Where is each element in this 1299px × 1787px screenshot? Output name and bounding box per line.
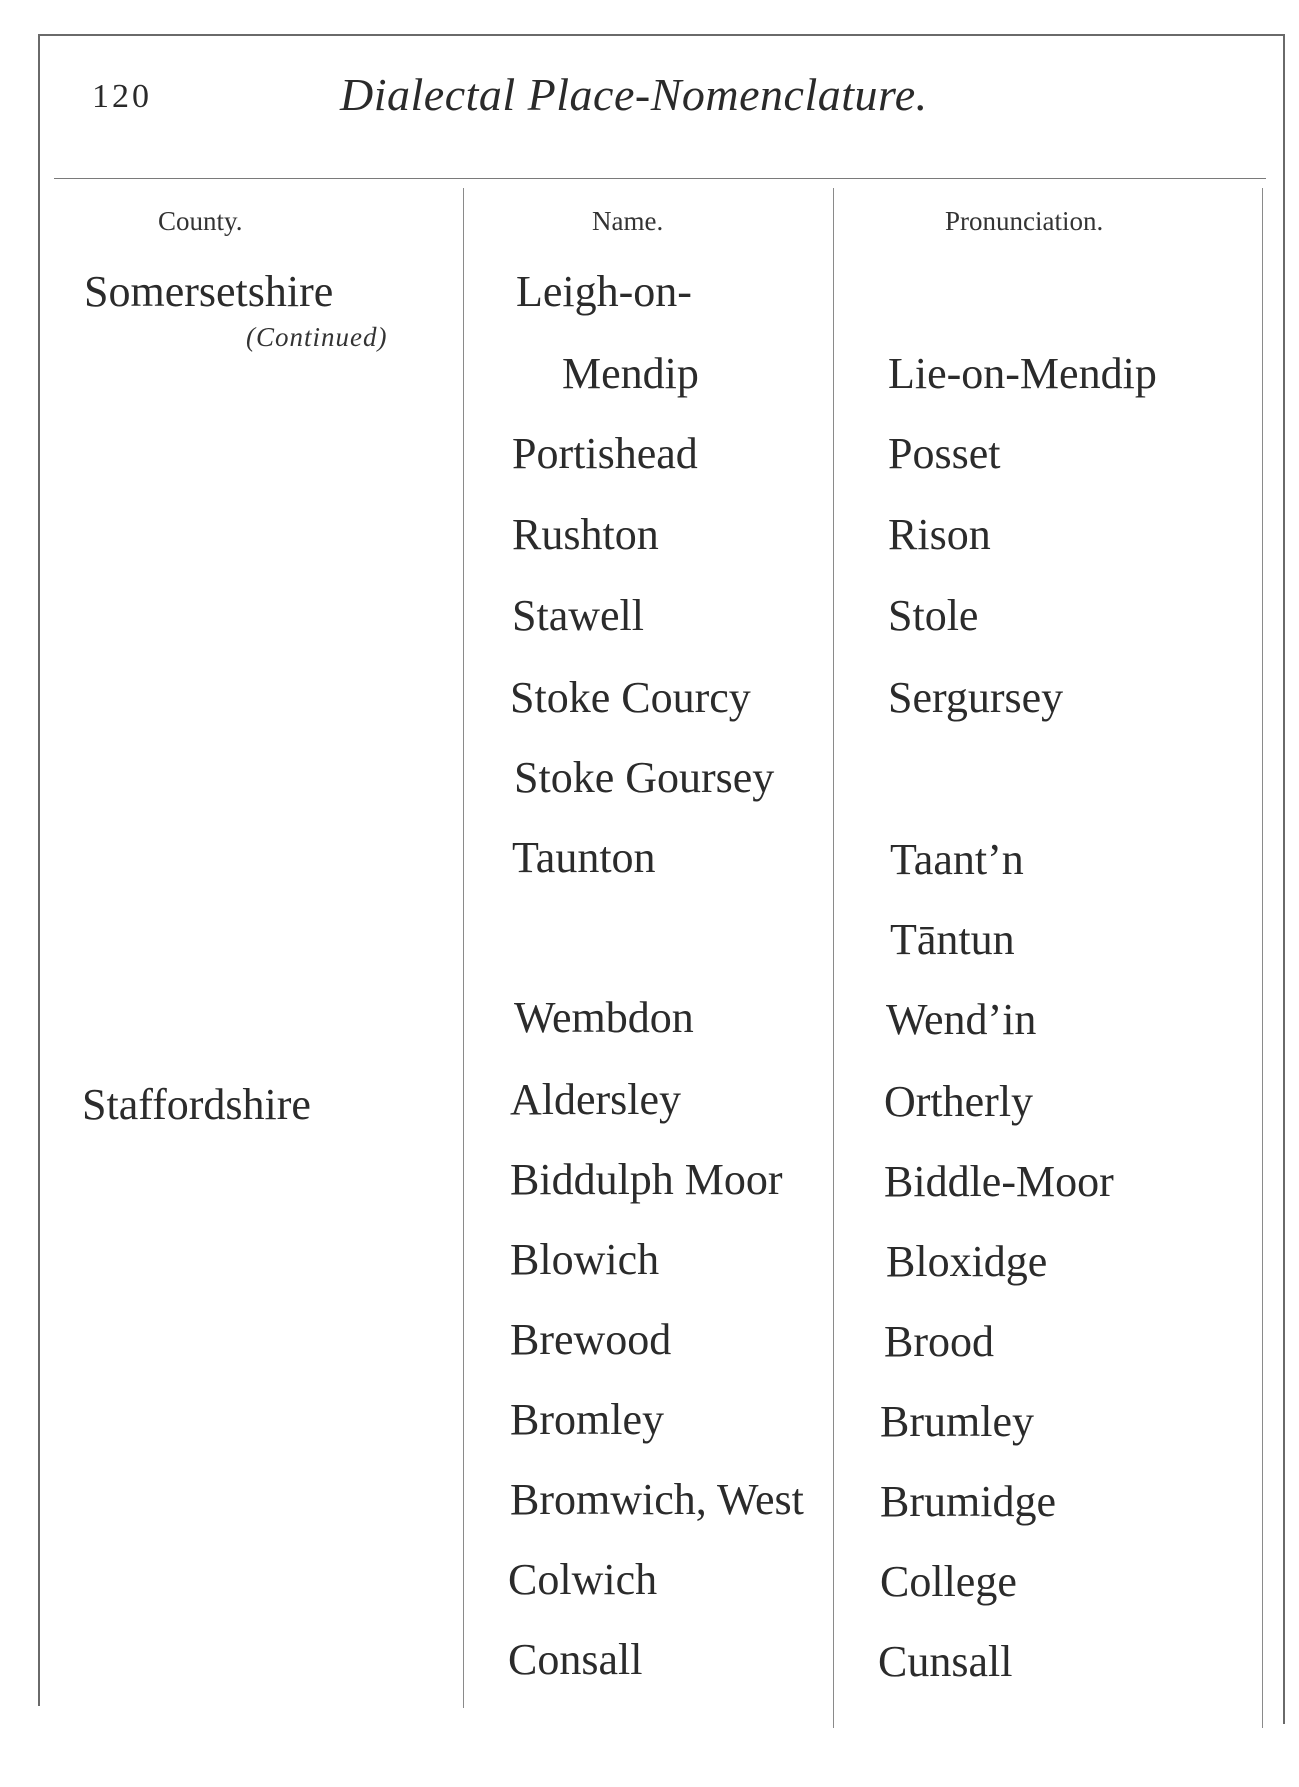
column-header-county: County. [158,206,243,236]
place-name: Aldersley [510,1075,682,1124]
place-name: Bromley [510,1395,664,1444]
pronunciation: Ortherly [884,1077,1034,1126]
county-continued-note: (Continued) [246,322,388,352]
frame-left-rule [38,34,40,1706]
page-number: 120 [92,78,152,115]
place-name: Taunton [512,833,656,882]
header-rule [54,178,1266,179]
pronunciation: Wend’in [886,995,1037,1044]
county-staffordshire: Staffordshire [82,1080,311,1129]
running-title: Dialectal Place-Nomenclature. [340,69,928,120]
place-name: Leigh-on- [516,267,692,316]
place-name: Stoke Goursey [514,753,775,802]
pronunciation: Biddle-Moor [884,1157,1114,1206]
place-name: Rushton [512,510,659,559]
pronunciation: College [880,1557,1017,1606]
pronunciation: Brood [884,1317,994,1366]
place-name: Wembdon [514,993,694,1042]
place-name: Bromwich, West [510,1475,804,1524]
place-name: Colwich [508,1555,658,1604]
pronunciation: Stole [888,591,979,640]
column-rule-name-pronunciation [833,188,834,1728]
column-rule-right [1262,188,1263,1728]
place-name: Blowich [510,1235,660,1284]
pronunciation: Posset [888,429,1001,478]
pronunciation: Bloxidge [886,1237,1048,1286]
frame-right-rule [1283,34,1285,1724]
pronunciation: Rison [888,510,991,559]
pronunciation: Cunsall [878,1637,1013,1686]
place-name: Brewood [510,1315,672,1364]
place-name: Stoke Courcy [510,673,751,722]
pronunciation: Brumidge [880,1477,1056,1526]
column-rule-county-name [463,188,464,1708]
column-header-name: Name. [592,206,664,236]
pronunciation: Lie-on-Mendip [888,349,1157,398]
pronunciation: Sergursey [888,673,1064,722]
column-header-pronunciation: Pronunciation. [945,206,1104,236]
county-somersetshire: Somersetshire [84,267,334,316]
frame-top-rule [38,34,1285,36]
place-name: Biddulph Moor [510,1155,783,1204]
pronunciation: Brumley [880,1397,1034,1446]
place-name: Stawell [512,591,644,640]
pronunciation: Tāntun [890,915,1015,964]
place-name: Consall [508,1635,643,1684]
pronunciation: Taant’n [890,835,1024,884]
place-name: Mendip [562,349,699,398]
place-name: Portishead [512,429,698,478]
